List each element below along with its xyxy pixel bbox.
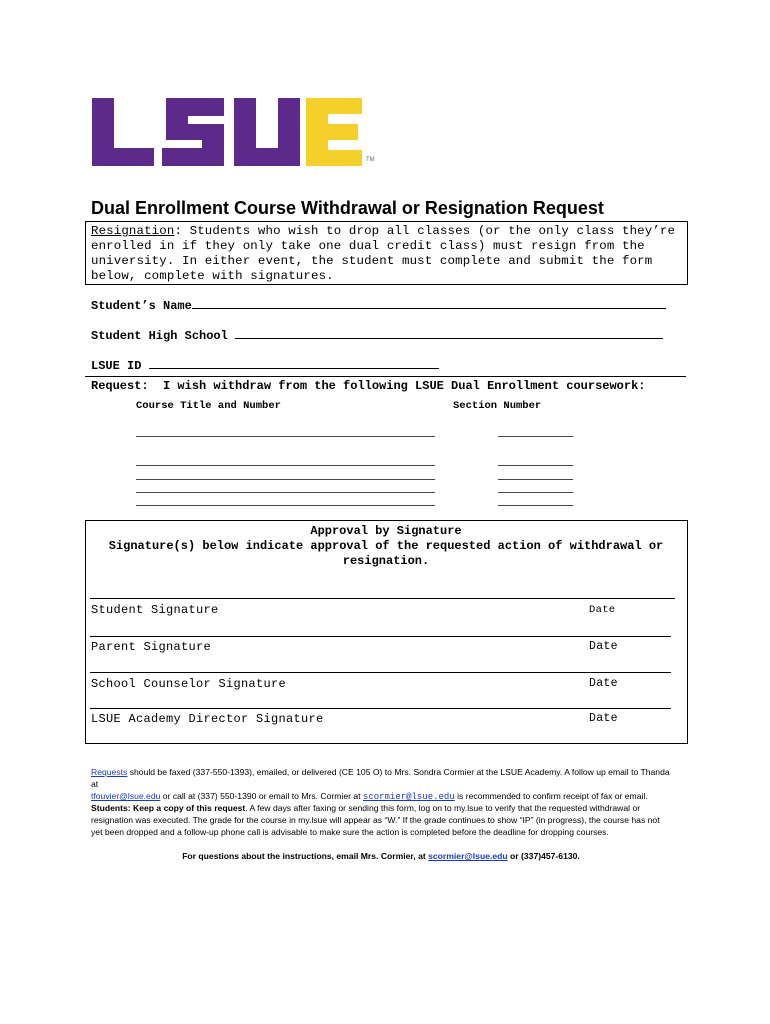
resignation-notice-box: [85, 221, 688, 285]
tfouvier-email-link[interactable]: tfouvier@lsue.edu: [91, 791, 161, 801]
trademark-mark: TM: [366, 157, 375, 163]
counselor-signature-line[interactable]: [90, 672, 671, 673]
high-school-field[interactable]: [235, 327, 663, 339]
approval-heading: Approval by Signature: [310, 524, 462, 538]
lsue-id-label: LSUE ID: [91, 359, 142, 373]
section-field-2[interactable]: [498, 465, 573, 466]
parent-signature-label: Parent Signature: [91, 640, 212, 654]
course-field-4[interactable]: [136, 492, 435, 493]
footer-keep-copy-paragraph: [91, 802, 671, 838]
course-field-5[interactable]: [136, 505, 435, 506]
counselor-signature-date-label: Date: [589, 677, 618, 690]
student-name-field[interactable]: [192, 297, 666, 309]
keep-copy-bold: Students: Keep a copy of this request: [91, 803, 246, 813]
parent-signature-date-label: Date: [589, 640, 618, 653]
resignation-line-1: : Students who wish to drop all classes (or the only class they’re: [174, 224, 676, 238]
keep-copy-text: . A few days after faxing or sending this form, log on to my.lsue to verify that the requested withdrawal or resignation was executed. The grade for the course in my.lsue will appear as “W.” If the grade continues to show “IP” (in progress), the course has not yet been dropped and a follow-up phone call is advisable to make sure the action is completed before the deadline for dropping courses.: [91, 803, 660, 837]
lsue-id-row: [91, 357, 439, 373]
course-field-2[interactable]: [136, 465, 435, 466]
counselor-signature-label: School Counselor Signature: [91, 677, 287, 691]
submission-text-2: or call at (337) 550-1390 or email to Mrs. Cormier at: [160, 791, 363, 801]
student-signature-line[interactable]: [90, 598, 675, 599]
scormier-email-link[interactable]: scormier@lsue.edu: [362, 792, 455, 802]
resignation-notice: [86, 222, 687, 284]
high-school-row: [91, 327, 663, 343]
student-name-label: Student’s Name: [91, 299, 192, 313]
questions-text-2: or (337)457-6130.: [507, 851, 580, 861]
student-signature-label: Student Signature: [91, 603, 219, 617]
resignation-line-2: enrolled in if they only take one dual credit class) must resign from the: [91, 239, 645, 253]
resignation-label: Resignation: [91, 224, 175, 238]
request-statement: Request: I wish withdraw from the following LSUE Dual Enrollment coursework:: [91, 379, 646, 393]
resignation-line-4: below, complete with signatures.: [91, 269, 334, 283]
approval-line-2: resignation.: [342, 554, 430, 568]
director-signature-date-label: Date: [589, 712, 618, 725]
lsue-logo: [90, 96, 380, 168]
section-field-5[interactable]: [498, 505, 573, 506]
section-number-header: Section Number: [453, 400, 542, 412]
director-signature-line[interactable]: [90, 708, 671, 709]
logo-letter-s: [162, 98, 224, 166]
lsue-id-field[interactable]: [149, 357, 439, 369]
logo-letter-u: [234, 98, 300, 166]
submission-text-1: should be faxed (337-550-1393), emailed, or delivered (CE 105 O) to Mrs. Sondra Cormier at the LSUE Academy. A follow up email to Thanda at: [91, 767, 670, 789]
course-title-header: Course Title and Number: [136, 400, 281, 412]
logo-letter-l: [92, 98, 154, 166]
high-school-label: Student High School: [91, 329, 228, 343]
footer-questions-line: [91, 851, 671, 861]
resignation-line-3: university. In either event, the student must complete and submit the form: [91, 254, 653, 268]
course-field-1[interactable]: [136, 436, 435, 437]
section-field-1[interactable]: [498, 436, 573, 437]
page-title: Dual Enrollment Course Withdrawal or Resignation Request: [91, 198, 604, 218]
parent-signature-line[interactable]: [90, 636, 671, 637]
director-signature-label: LSUE Academy Director Signature: [91, 712, 324, 726]
request-divider: [85, 376, 686, 377]
course-field-3[interactable]: [136, 479, 435, 480]
approval-line-1: Signature(s) below indicate approval of the requested action of withdrawal or: [108, 539, 664, 553]
questions-text-1: For questions about the instructions, email Mrs. Cormier, at: [182, 851, 429, 861]
submission-text-3: is recommended to confirm receipt of fax or email.: [454, 791, 648, 801]
questions-email-link[interactable]: scormier@lsue.edu: [428, 851, 508, 861]
student-name-row: [91, 297, 666, 313]
student-signature-date-label: Date: [589, 604, 616, 616]
footer-submission-paragraph: [91, 766, 671, 803]
requests-link[interactable]: Requests: [91, 767, 128, 777]
section-field-3[interactable]: [498, 479, 573, 480]
section-field-4[interactable]: [498, 492, 573, 493]
logo-letter-e: [306, 98, 362, 166]
